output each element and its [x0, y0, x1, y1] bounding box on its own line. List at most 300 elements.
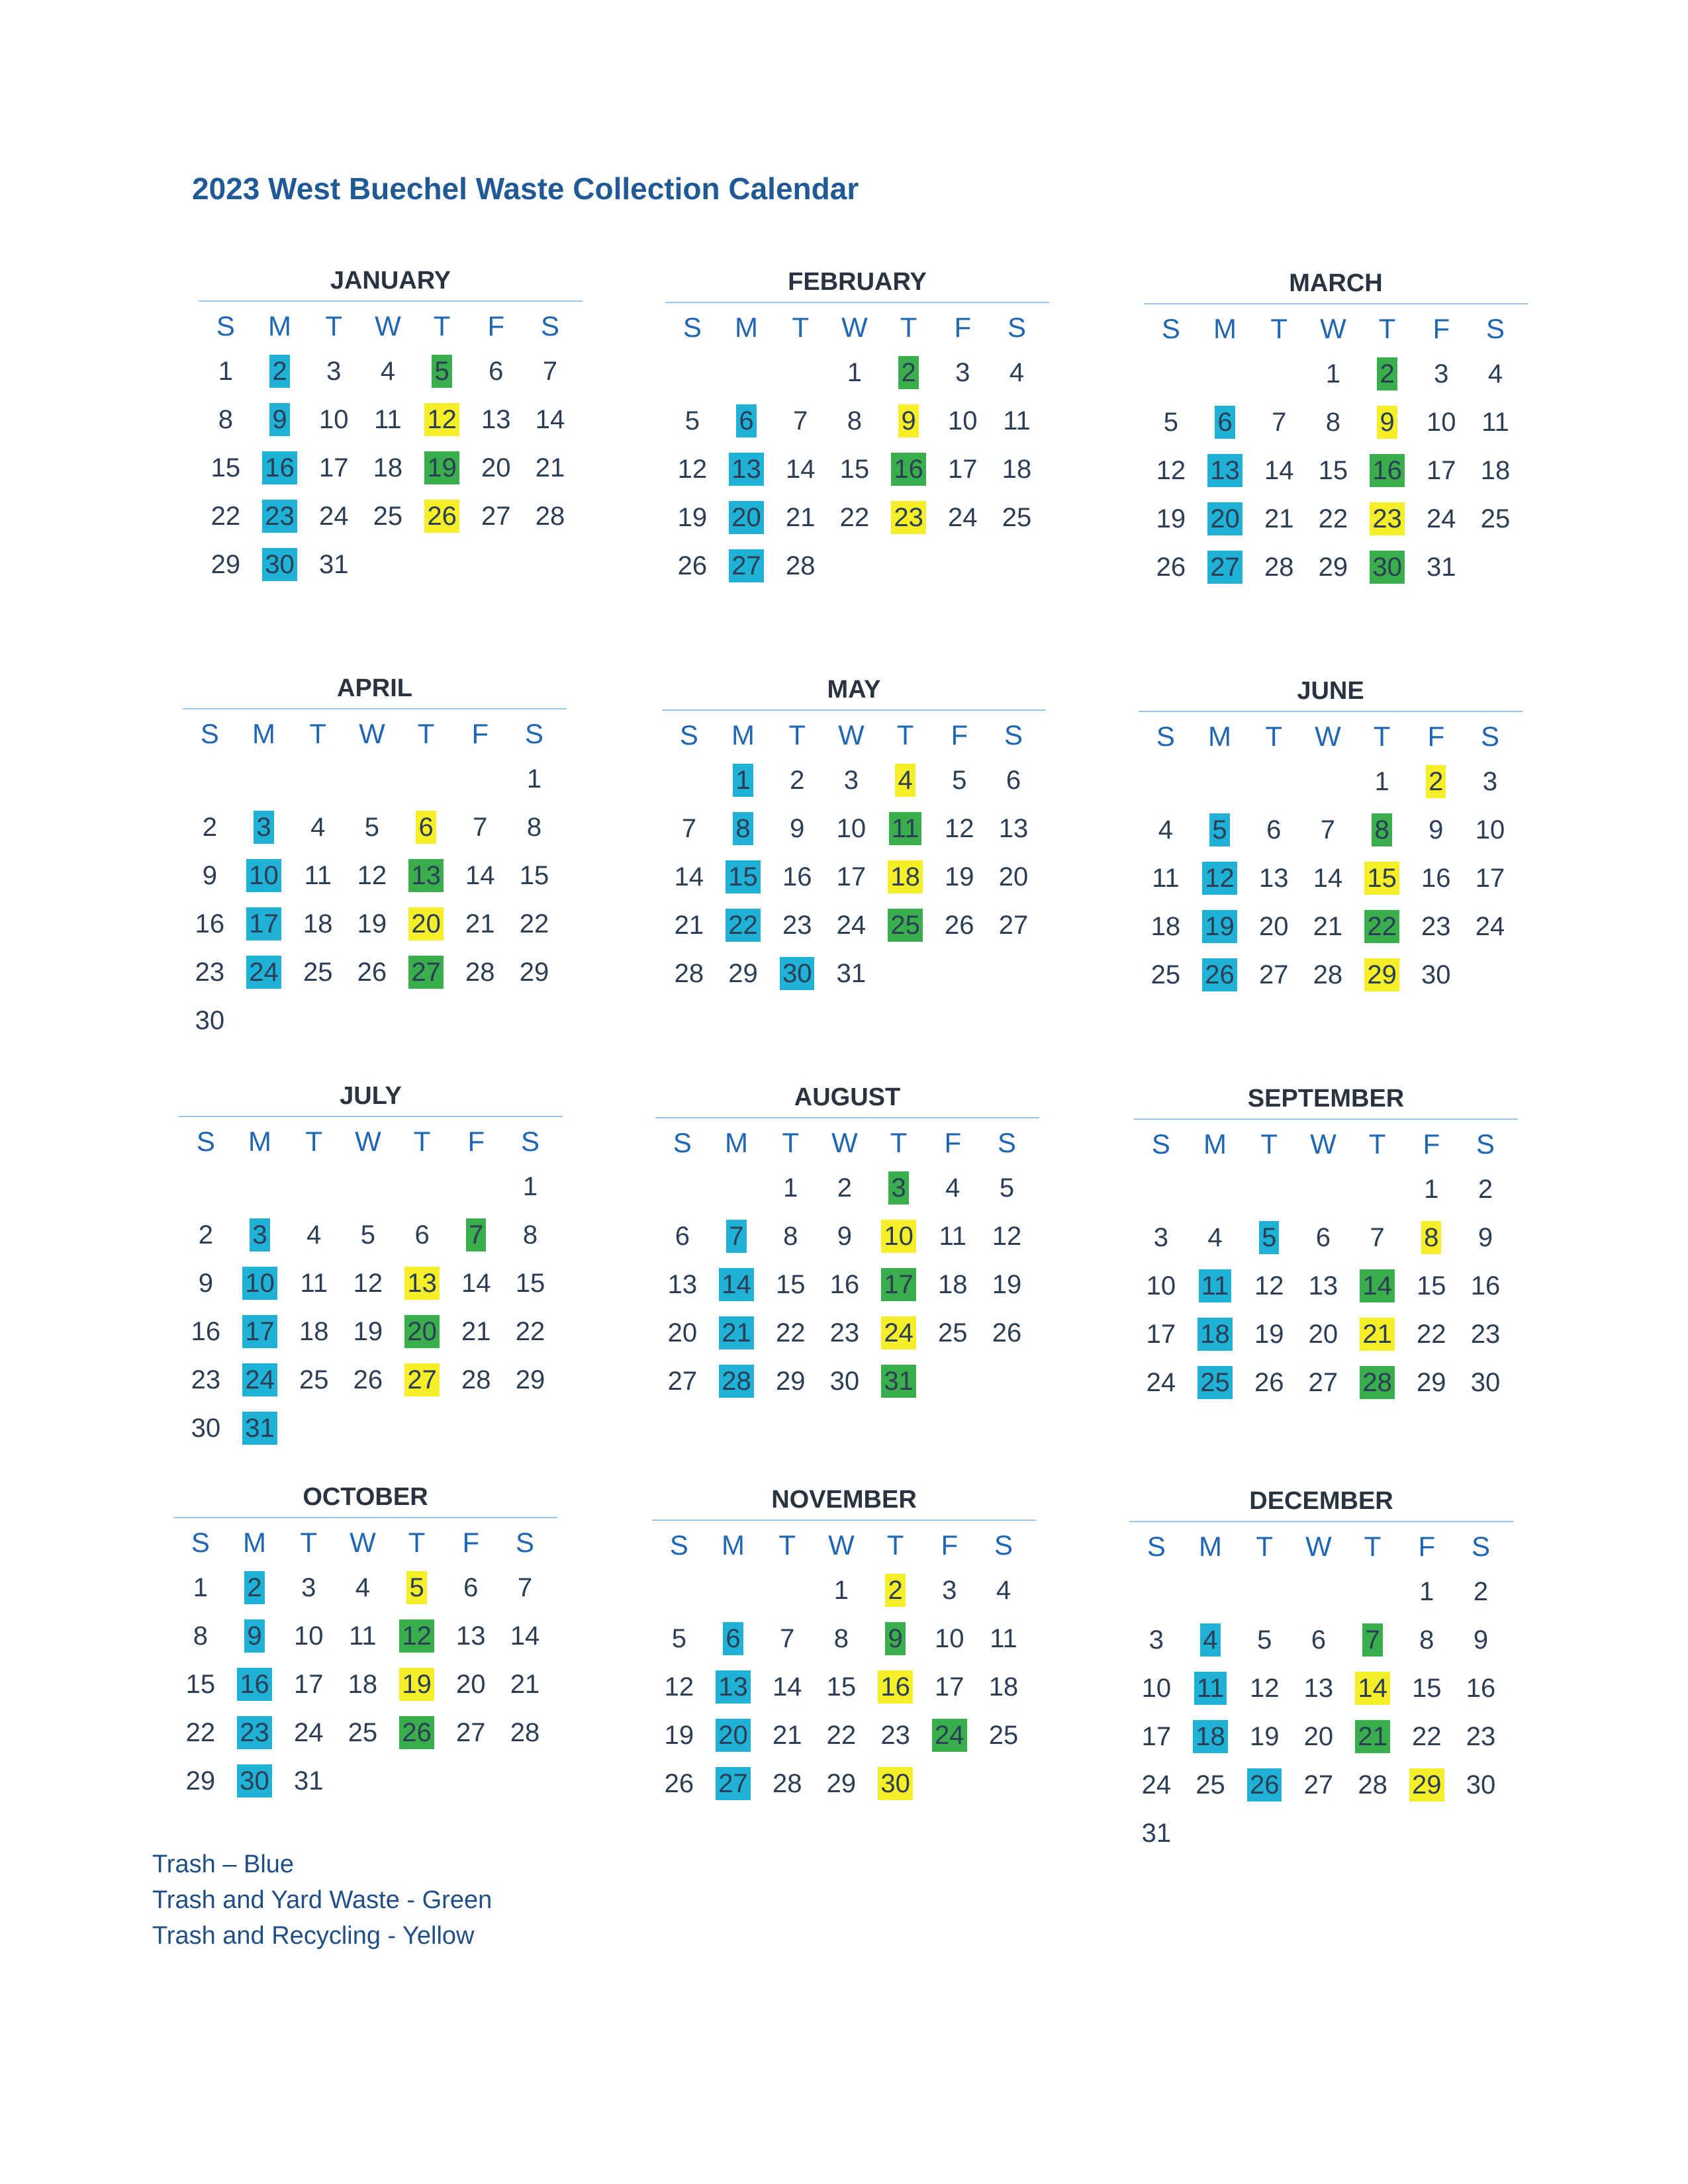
- day-cell: [233, 1315, 287, 1348]
- day-cell: [1237, 1623, 1291, 1657]
- day-cell: [361, 403, 415, 436]
- day-cell: [1355, 765, 1409, 798]
- day-cell: [1246, 910, 1301, 943]
- week-row: [173, 1756, 552, 1805]
- day-cell: [1399, 1623, 1454, 1657]
- day-cell: [1399, 1672, 1454, 1705]
- recycling-day-number: 30: [878, 1767, 913, 1800]
- trash-day-number: 14: [719, 1268, 754, 1301]
- yard-waste-day-number: 19: [424, 451, 459, 484]
- day-number: 11: [349, 1621, 377, 1651]
- day-number: 27: [456, 1717, 486, 1747]
- yard-waste-day-number: 30: [1370, 551, 1405, 584]
- trash-day-number: 27: [729, 549, 764, 582]
- week-row: [1129, 1712, 1508, 1760]
- day-cell: [1198, 454, 1252, 487]
- yard-waste-day-number: 2: [898, 356, 918, 389]
- day-cell: [710, 1220, 764, 1253]
- day-cell: [1184, 1672, 1238, 1705]
- day-cell: [1306, 406, 1360, 439]
- day-number: 11: [939, 1221, 967, 1251]
- day-cell: [1454, 1672, 1508, 1705]
- day-cell: [1129, 1720, 1184, 1753]
- day-cell: [1144, 406, 1198, 439]
- day-number: 8: [783, 1221, 798, 1251]
- trash-day-number: 24: [242, 1363, 277, 1396]
- day-cell: [1188, 1221, 1243, 1254]
- month-july: [179, 1079, 563, 1452]
- weekday-label: T: [782, 1127, 800, 1158]
- day-number: 5: [999, 1173, 1015, 1203]
- day-cell: [1252, 454, 1306, 487]
- day-number: 7: [1272, 407, 1287, 437]
- trash-day-number: 10: [246, 859, 281, 892]
- month-name: SEPTEMBER: [1247, 1085, 1405, 1113]
- day-cell: [872, 1220, 926, 1253]
- weekday-label: F: [462, 1527, 480, 1558]
- day-number: 23: [1421, 911, 1451, 941]
- day-cell: [935, 501, 990, 534]
- day-cell: [183, 859, 237, 892]
- week-row: [1134, 1310, 1513, 1358]
- day-cell: [662, 860, 716, 893]
- day-number: 22: [1318, 504, 1348, 533]
- day-cell: [1414, 502, 1468, 535]
- day-number: 26: [353, 1365, 383, 1394]
- month-divider: [1144, 303, 1528, 304]
- recycling-day-number: 19: [399, 1668, 434, 1701]
- weekday-label: F: [1432, 313, 1450, 344]
- day-cell: [720, 501, 774, 534]
- month-divider: [665, 302, 1049, 303]
- day-cell: [1355, 958, 1409, 991]
- day-number: 5: [1257, 1625, 1272, 1655]
- day-cell: [827, 356, 882, 389]
- day-cell: [770, 812, 824, 845]
- day-cell: [818, 1171, 872, 1205]
- day-cell: [662, 909, 716, 942]
- day-number: 7: [1320, 815, 1336, 844]
- weekday-label: S: [1471, 1531, 1490, 1562]
- day-cell: [922, 1622, 976, 1655]
- day-cell: [1139, 910, 1193, 943]
- day-cell: [932, 909, 986, 942]
- day-cell: [1184, 1768, 1238, 1801]
- day-cell: [179, 1218, 233, 1251]
- day-cell: [986, 764, 1041, 797]
- day-cell: [760, 1670, 814, 1704]
- day-cell: [662, 812, 716, 845]
- month-april: [183, 671, 567, 1044]
- weekday-header: [183, 713, 561, 754]
- day-number: 23: [880, 1720, 910, 1750]
- weekday-header: [652, 1525, 1031, 1566]
- day-number: 14: [461, 1268, 491, 1298]
- day-number: 28: [785, 551, 816, 580]
- day-number: 31: [293, 1766, 324, 1796]
- trash-day-number: 16: [237, 1668, 272, 1701]
- day-cell: [655, 1316, 710, 1349]
- day-cell: [253, 355, 307, 388]
- day-cell: [1355, 910, 1409, 943]
- day-cell: [498, 1716, 552, 1749]
- day-cell: [716, 909, 771, 942]
- day-number: 6: [675, 1221, 690, 1251]
- day-number: 23: [829, 1318, 860, 1347]
- day-grid: [1144, 308, 1523, 591]
- recycling-day-number: 6: [416, 811, 436, 844]
- week-row: [1139, 902, 1517, 950]
- day-number: 1: [526, 764, 542, 794]
- trash-day-number: 16: [262, 451, 297, 484]
- day-cell: [281, 1668, 336, 1701]
- trash-day-number: 23: [262, 500, 297, 533]
- trash-day-number: 26: [1202, 958, 1237, 991]
- week-row: [1139, 950, 1517, 999]
- day-cell: [1291, 1623, 1346, 1657]
- day-cell: [720, 549, 774, 582]
- day-number: 27: [1308, 1367, 1338, 1397]
- day-cell: [306, 500, 361, 533]
- day-cell: [449, 1363, 503, 1396]
- weekday-label: W: [838, 719, 865, 751]
- trash-day-number: 18: [1193, 1720, 1228, 1753]
- day-number: 15: [519, 860, 549, 890]
- day-cell: [415, 500, 469, 533]
- day-cell: [453, 907, 507, 940]
- day-number: 16: [829, 1269, 860, 1299]
- week-row: [179, 1210, 557, 1259]
- day-cell: [415, 403, 469, 436]
- day-cell: [179, 1412, 233, 1445]
- day-number: 28: [510, 1717, 540, 1747]
- day-cell: [882, 501, 936, 534]
- day-cell: [199, 355, 253, 388]
- day-cell: [1237, 1672, 1291, 1705]
- day-number: 8: [1419, 1625, 1434, 1655]
- day-number: 1: [193, 1572, 208, 1602]
- week-row: [1144, 543, 1523, 591]
- day-cell: [287, 1315, 341, 1348]
- day-cell: [710, 1268, 764, 1301]
- week-row: [1139, 757, 1517, 805]
- day-number: 28: [1358, 1770, 1387, 1799]
- day-cell: [503, 1363, 557, 1396]
- day-number: 20: [667, 1318, 698, 1347]
- trash-day-number: 17: [246, 907, 281, 940]
- day-number: 22: [185, 1717, 216, 1747]
- day-number: 23: [1470, 1319, 1501, 1349]
- day-cell: [932, 764, 986, 797]
- day-number: 5: [364, 812, 380, 842]
- weekday-label: T: [896, 719, 914, 751]
- day-cell: [1184, 1720, 1238, 1753]
- day-number: 28: [465, 957, 495, 987]
- day-cell: [773, 549, 827, 582]
- weekday-label: S: [997, 1127, 1016, 1158]
- day-cell: [1252, 551, 1306, 584]
- weekday-label: M: [722, 1529, 745, 1561]
- day-number: 6: [1266, 815, 1282, 844]
- day-cell: [1144, 502, 1198, 535]
- yard-waste-day-number: 16: [1370, 454, 1405, 487]
- day-number: 22: [1412, 1721, 1442, 1751]
- day-cell: [395, 1315, 449, 1348]
- day-number: 27: [667, 1366, 698, 1396]
- trash-day-number: 19: [1202, 910, 1237, 943]
- day-cell: [1242, 1221, 1296, 1254]
- weekday-label: M: [248, 1126, 272, 1157]
- weekday-label: S: [673, 1127, 692, 1158]
- day-cell: [336, 1716, 390, 1749]
- day-number: 13: [456, 1621, 486, 1651]
- yard-waste-day-number: 16: [891, 453, 926, 486]
- weekday-label: T: [886, 1529, 904, 1561]
- day-cell: [291, 907, 345, 940]
- legend-item-trash: Trash – Blue: [152, 1850, 295, 1878]
- weekday-header: [173, 1522, 552, 1563]
- day-number: 18: [1002, 454, 1032, 484]
- day-number: 15: [515, 1268, 545, 1298]
- day-number: 31: [318, 549, 349, 579]
- trash-day-number: 12: [1202, 862, 1237, 895]
- day-grid: [179, 1121, 557, 1452]
- week-row: [1129, 1664, 1508, 1712]
- week-row: [1139, 854, 1517, 902]
- weekday-label: T: [900, 312, 917, 343]
- day-number: 27: [481, 501, 511, 531]
- day-cell: [1193, 958, 1247, 991]
- day-number: 6: [463, 1572, 479, 1602]
- day-number: 19: [1249, 1721, 1280, 1751]
- day-cell: [1350, 1269, 1405, 1302]
- trash-day-number: 30: [780, 957, 815, 990]
- day-number: 20: [481, 453, 511, 482]
- weekday-label: T: [305, 1126, 323, 1157]
- day-number: 29: [211, 549, 241, 579]
- recycling-day-number: 24: [881, 1316, 916, 1349]
- day-cell: [922, 1719, 976, 1752]
- day-cell: [1129, 1672, 1184, 1705]
- recycling-day-number: 23: [1370, 502, 1405, 535]
- yard-waste-day-number: 14: [1360, 1269, 1395, 1302]
- day-cell: [1296, 1269, 1350, 1302]
- day-cell: [922, 1670, 976, 1704]
- week-row: [665, 541, 1044, 590]
- day-number: 14: [465, 860, 495, 890]
- weekday-label: W: [350, 1527, 376, 1558]
- day-number: 14: [785, 454, 816, 484]
- month-divider: [1129, 1521, 1513, 1522]
- day-cell: [980, 1220, 1034, 1253]
- day-cell: [1463, 765, 1517, 798]
- day-number: 2: [202, 812, 217, 842]
- day-cell: [662, 957, 716, 990]
- weekday-label: S: [200, 718, 219, 749]
- day-cell: [1454, 1623, 1508, 1657]
- week-row: [652, 1566, 1031, 1614]
- day-number: 22: [826, 1720, 857, 1750]
- weekday-label: S: [216, 310, 235, 341]
- day-cell: [1198, 406, 1252, 439]
- day-cell: [183, 956, 237, 989]
- day-number: 9: [790, 813, 805, 843]
- day-cell: [281, 1716, 336, 1749]
- day-number: 9: [837, 1221, 853, 1251]
- day-cell: [498, 1668, 552, 1701]
- day-cell: [503, 1315, 557, 1348]
- day-number: 18: [348, 1669, 378, 1699]
- day-cell: [1404, 1173, 1458, 1206]
- recycling-day-number: 16: [878, 1670, 913, 1704]
- day-cell: [1360, 357, 1415, 390]
- day-cell: [1414, 406, 1468, 439]
- day-cell: [469, 500, 523, 533]
- day-cell: [665, 501, 720, 534]
- day-number: 17: [293, 1669, 324, 1699]
- trash-day-number: 4: [1200, 1623, 1220, 1657]
- trash-day-number: 17: [242, 1315, 277, 1348]
- day-cell: [763, 1171, 818, 1205]
- week-row: [1129, 1809, 1508, 1857]
- day-cell: [395, 1267, 449, 1300]
- weekday-label: T: [890, 1127, 908, 1158]
- day-number: 24: [1141, 1770, 1172, 1799]
- day-cell: [1198, 551, 1252, 584]
- day-number: 7: [542, 356, 558, 386]
- day-cell: [980, 1171, 1034, 1205]
- trash-day-number: 24: [246, 956, 281, 989]
- day-cell: [824, 957, 878, 990]
- day-cell: [1360, 406, 1415, 439]
- day-cell: [1454, 1768, 1508, 1801]
- day-cell: [1458, 1269, 1513, 1302]
- day-cell: [1468, 454, 1523, 487]
- day-cell: [763, 1365, 818, 1398]
- day-number: 5: [952, 765, 967, 795]
- day-cell: [1468, 357, 1523, 390]
- yard-waste-day-number: 20: [404, 1315, 440, 1348]
- recycling-day-number: 5: [406, 1571, 426, 1604]
- weekday-label: M: [1199, 1531, 1223, 1562]
- day-number: 17: [935, 1672, 964, 1702]
- month-name: AUGUST: [794, 1083, 901, 1111]
- day-cell: [1246, 958, 1301, 991]
- day-number: 25: [348, 1717, 378, 1747]
- weekday-label: S: [682, 312, 702, 343]
- day-cell: [287, 1267, 341, 1300]
- month-divider: [1139, 711, 1523, 712]
- day-cell: [173, 1619, 228, 1653]
- day-number: 26: [1156, 552, 1186, 582]
- weekday-label: W: [841, 312, 868, 343]
- day-cell: [1404, 1366, 1458, 1399]
- yard-waste-day-number: 27: [408, 956, 444, 989]
- day-cell: [444, 1668, 498, 1701]
- day-cell: [253, 500, 307, 533]
- yard-waste-day-number: 13: [408, 859, 444, 892]
- day-cell: [1296, 1318, 1350, 1351]
- day-number: 21: [785, 502, 816, 532]
- day-cell: [1242, 1366, 1296, 1399]
- day-number: 21: [510, 1669, 540, 1699]
- weekday-label: T: [1270, 313, 1288, 344]
- day-cell: [523, 451, 577, 484]
- day-cell: [390, 1716, 444, 1749]
- trash-day-number: 10: [242, 1267, 277, 1300]
- weekday-header: [1139, 716, 1517, 757]
- trash-day-number: 11: [1194, 1672, 1227, 1705]
- week-row: [655, 1357, 1034, 1405]
- day-cell: [824, 860, 878, 893]
- day-cell: [1409, 910, 1463, 943]
- trash-day-number: 27: [716, 1767, 751, 1800]
- day-cell: [469, 355, 523, 388]
- weekday-label: S: [191, 1527, 210, 1558]
- day-cell: [1134, 1366, 1188, 1399]
- day-cell: [1296, 1221, 1350, 1254]
- day-cell: [199, 403, 253, 436]
- day-grid: [1134, 1124, 1513, 1406]
- day-number: 24: [318, 501, 349, 531]
- day-cell: [415, 355, 469, 388]
- day-cell: [361, 451, 415, 484]
- day-cell: [1399, 1575, 1454, 1608]
- day-number: 4: [355, 1572, 371, 1602]
- day-cell: [1306, 502, 1360, 535]
- day-cell: [980, 1316, 1034, 1349]
- day-cell: [986, 909, 1041, 942]
- day-number: 11: [304, 860, 332, 890]
- recycling-day-number: 4: [895, 764, 915, 797]
- day-cell: [237, 811, 291, 844]
- day-cell: [1463, 910, 1517, 943]
- recycling-day-number: 15: [1364, 862, 1399, 895]
- day-cell: [390, 1668, 444, 1701]
- day-number: 2: [790, 765, 805, 795]
- day-number: 5: [671, 1623, 686, 1653]
- day-cell: [1301, 958, 1355, 991]
- day-cell: [1306, 454, 1360, 487]
- day-cell: [199, 451, 253, 484]
- day-cell: [399, 811, 453, 844]
- day-cell: [341, 1218, 395, 1251]
- yard-waste-day-number: 25: [888, 909, 923, 942]
- day-cell: [1409, 765, 1463, 798]
- day-cell: [228, 1619, 282, 1653]
- recycling-day-number: 18: [888, 860, 923, 893]
- weekday-label: T: [408, 1527, 426, 1558]
- day-number: 20: [1303, 1721, 1334, 1751]
- week-row: [665, 348, 1044, 396]
- day-cell: [878, 764, 933, 797]
- day-cell: [336, 1668, 390, 1701]
- day-cell: [361, 355, 415, 388]
- day-cell: [935, 356, 990, 389]
- day-number: 29: [775, 1366, 806, 1396]
- day-number: 13: [1258, 863, 1289, 893]
- day-cell: [253, 451, 307, 484]
- weekday-label: M: [252, 718, 276, 749]
- day-number: 8: [522, 1220, 538, 1250]
- week-row: [662, 804, 1041, 852]
- day-cell: [1184, 1623, 1238, 1657]
- day-cell: [1134, 1318, 1188, 1351]
- day-number: 12: [677, 454, 708, 484]
- day-cell: [287, 1363, 341, 1396]
- day-cell: [1291, 1768, 1346, 1801]
- week-row: [665, 445, 1044, 493]
